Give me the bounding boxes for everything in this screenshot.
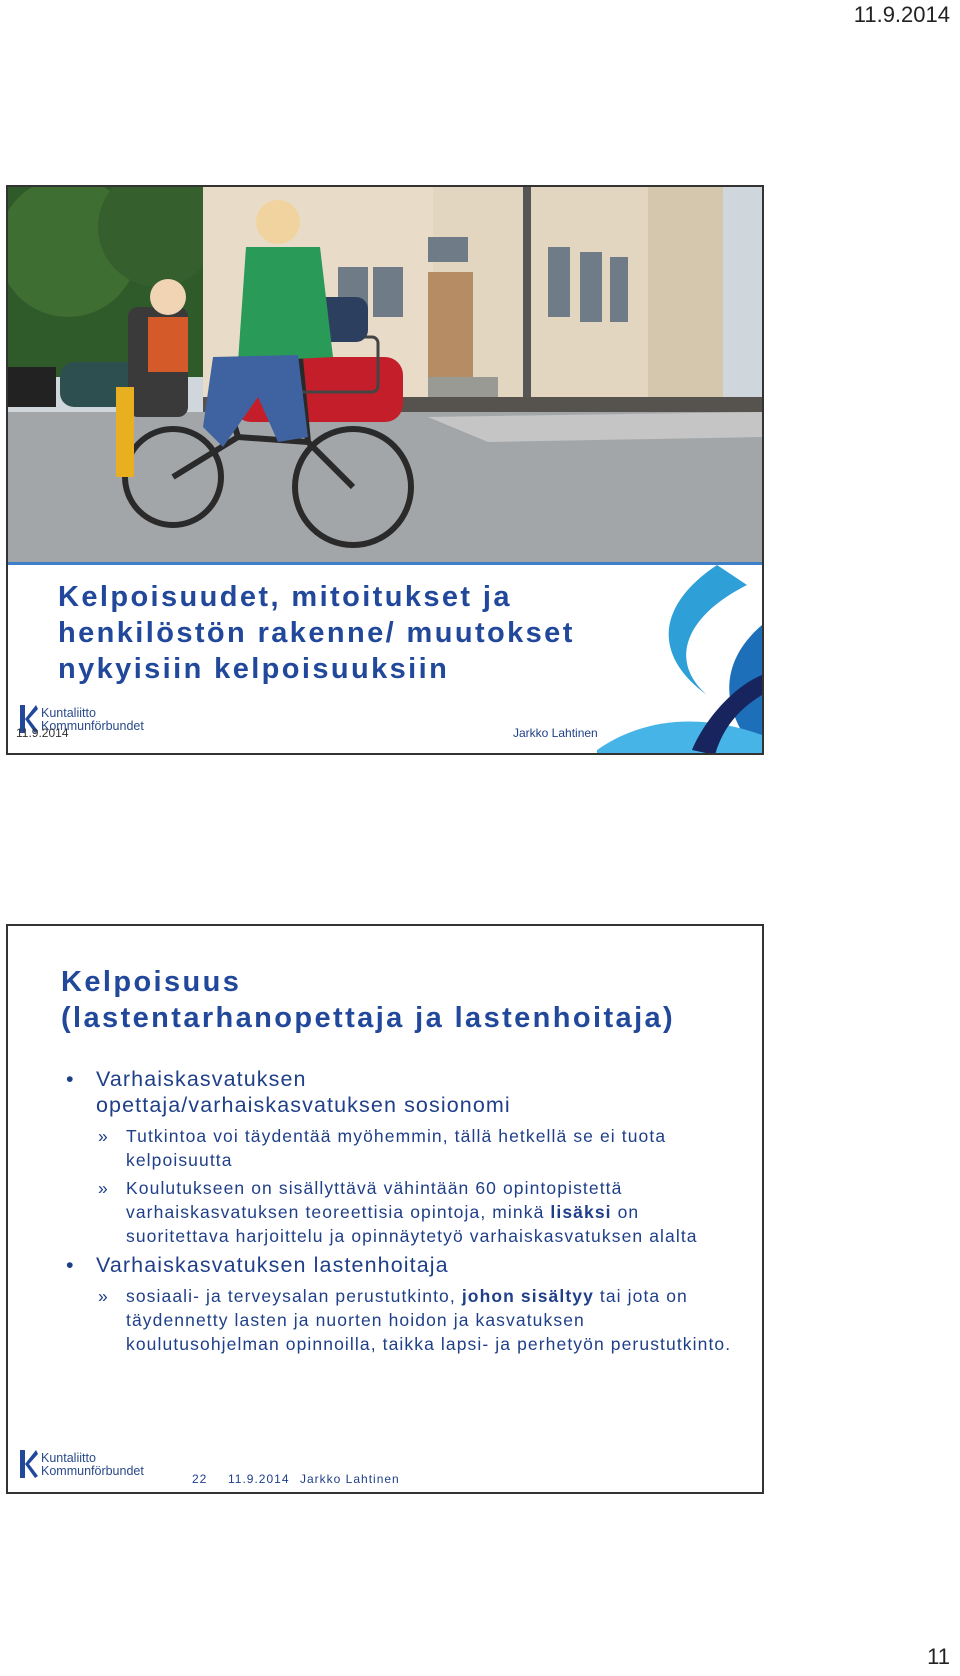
footer-author: Jarkko Lahtinen [513, 726, 598, 740]
footer-slide-number: 22 [192, 1472, 208, 1486]
bullet-item [60, 1252, 740, 1278]
sub-bullet-text: Tutkintoa voi täydentää myöhemmin, tällä hetkellä se ei tuota kelpoisuutta [126, 1126, 667, 1170]
slide-kelpoisuus [6, 924, 764, 1494]
kuntaliitto-logo [18, 1450, 144, 1478]
slide-body [60, 1066, 740, 1360]
bullet-item [60, 1066, 740, 1118]
emphasis-text: johon sisältyy [461, 1286, 594, 1306]
bullet-dot-icon: • [66, 1067, 75, 1091]
title-line: nykyisiin kelpoisuuksiin [58, 653, 450, 685]
sub-bullet-item [60, 1176, 740, 1248]
sub-bullet-text: tai jota on täydennetty lasten ja nuorten hoidon ja kasvatuksen koulutusohjelman opinnoilla, taikka lapsi- ja perhetyön perustutkinto. [126, 1286, 732, 1354]
title-line: Kelpoisuus [61, 966, 242, 998]
chevron-marker-icon: » [98, 1126, 109, 1146]
logo-line: Kuntaliitto [41, 706, 96, 720]
slide-title [6, 185, 764, 755]
chevron-marker-icon: » [98, 1286, 109, 1306]
bullet-text: Varhaiskasvatuksen [96, 1067, 307, 1091]
bullet-text: opettaja/varhaiskasvatuksen sosionomi [96, 1093, 511, 1117]
bullet-dot-icon: • [66, 1253, 75, 1277]
logo-line: Kuntaliitto [41, 1451, 96, 1465]
page-date: 11.9.2014 [853, 2, 950, 27]
sub-bullet-text: Koulutukseen on sisällyttävä vähintään 60 opintopistettä varhaiskasvatuksen teoreettisia opintoja, minkä [126, 1178, 623, 1222]
title-line: (lastentarhanopettaja ja lastenhoitaja) [61, 1002, 676, 1034]
ribbon-graphic [597, 565, 762, 755]
footer-date: 11.9.2014 [16, 726, 69, 740]
logo-line: Kommunförbundet [41, 719, 144, 733]
chevron-marker-icon: » [98, 1178, 109, 1198]
cover-photo [8, 187, 762, 562]
logo-line: Kommunförbundet [41, 1464, 144, 1478]
kuntaliitto-logo-icon [18, 1450, 38, 1478]
page-number: 11 [927, 1644, 950, 1669]
footer-author: Jarkko Lahtinen [300, 1472, 400, 1486]
sub-bullet-text: sosiaali- ja terveysalan perustutkinto, [126, 1286, 462, 1306]
sub-bullet-text: on suoritettava harjoittelu ja opinnäytetyö varhaiskasvatuksen alalta [126, 1202, 698, 1246]
footer-date: 11.9.2014 [228, 1472, 290, 1486]
slide-title-text [61, 964, 675, 1036]
sub-bullet-item [60, 1124, 740, 1172]
slide-title-text [58, 565, 618, 687]
emphasis-text: lisäksi [550, 1202, 612, 1222]
sub-bullet-item [60, 1284, 740, 1356]
bullet-text: Varhaiskasvatuksen lastenhoitaja [96, 1253, 449, 1277]
title-line: henkilöstön rakenne/ muutokset [58, 617, 575, 649]
title-line: Kelpoisuudet, mitoitukset ja [58, 581, 512, 613]
